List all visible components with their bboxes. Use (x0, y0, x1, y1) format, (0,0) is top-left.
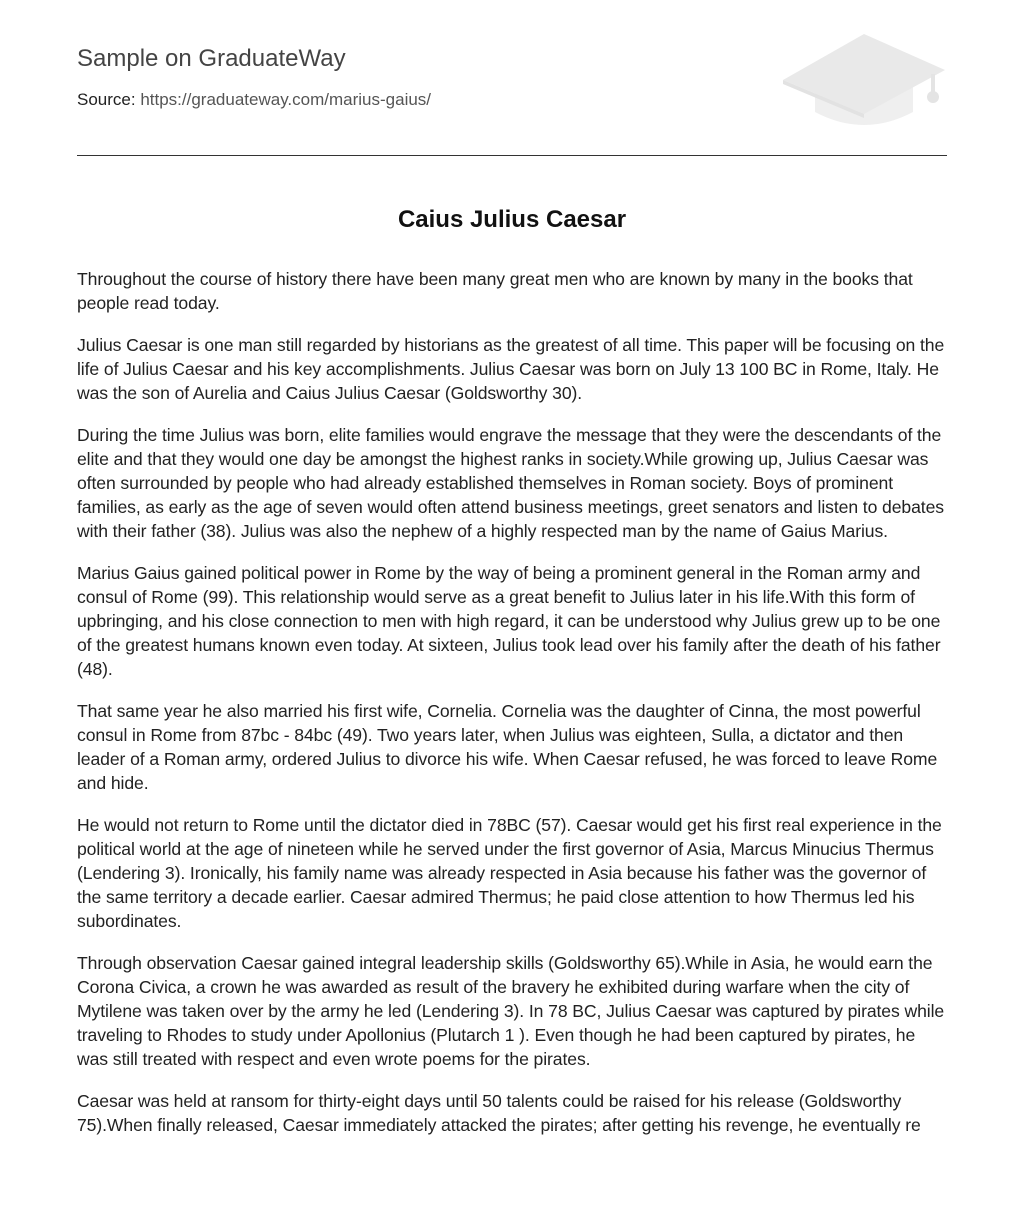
graduation-cap-icon (781, 30, 947, 134)
document-title: Caius Julius Caesar (397, 206, 627, 233)
paragraph: Marius Gaius gained political power in Rome by the way of being a prominent general in the Roman army and consul of Rome (99). This relationship would serve as a great benefit to Julius later in his life.With this form of upbringing, and his close connection to men with high regard, it can be understood why Julius grew up to be one of the greatest humans known even today. At sixteen, Julius took lead over his family after the death of his father (48). (77, 563, 941, 679)
paragraph: Caesar was held at ransom for thirty-eight days until 50 talents could be raised for his release (Goldsworthy 75).When finally released, Caesar immediately attacked the pirates; after getting his revenge, he eventually re (77, 1091, 921, 1135)
paragraph: That same year he also married his first wife, Cornelia. Cornelia was the daughter of Cinna, the most powerful consul in Rome from 87bc - 84bc (49). Two years later, when Julius was eighteen, Sulla, a dictator and then leader of a Roman army, ordered Julius to divorce his wife. When Caesar refused, he was forced to leave Rome and hide. (77, 701, 938, 793)
site-title: Sample on GraduateWay (77, 45, 346, 72)
source-label: Source: (77, 90, 136, 109)
paragraph: Julius Caesar is one man still regarded by historians as the greatest of all time. This paper will be focusing on the life of Julius Caesar and his key accomplishments. Julius Caesar was born on July 13 100 BC in Rome, Italy. He was the son of Aurelia and Caius Julius Caesar (Goldsworthy 30). (77, 335, 945, 403)
paragraph: Through observation Caesar gained integral leadership skills (Goldsworthy 65).While in Asia, he would earn the Corona Civica, a crown he was awarded as result of the bravery he exhibited during warfare when the city of Mytilene was taken over by the army he led (Lendering 3). In 78 BC, Julius Caesar was captured by pirates while traveling to Rhodes to study under Apollonius (Plutarch 1 ). Even though he had been captured by pirates, he was still treated with respect and even wrote poems for the pirates. (77, 953, 945, 1069)
header-divider (77, 155, 947, 156)
paragraph: Throughout the course of history there have been many great men who are known by many in the books that people read today. (77, 269, 913, 313)
page-header (77, 0, 947, 156)
article-body (77, 267, 949, 1162)
paragraph: He would not return to Rome until the dictator died in 78BC (57). Caesar would get his first real experience in the political world at the age of nineteen while he served under the first governor of Asia, Marcus Minucius Thermus (Lendering 3). Ironically, his family name was already respected in Asia because his father was the governor of the same territory a decade earlier. Caesar admired Thermus; he paid close attention to how Thermus led his subordinates. (77, 815, 942, 931)
paragraph: During the time Julius was born, elite families would engrave the message that they were the descendants of the elite and that they would one day be amongst the highest ranks in society.While growing up, Julius Caesar was often surrounded by people who had already established themselves in Roman society. Boys of prominent families, as early as the age of seven would often attend business meetings, greet senators and listen to debates with their father (38). Julius was also the nephew of a highly respected man by the name of Gaius Marius. (77, 425, 944, 541)
source-link[interactable]: https://graduateway.com/marius-gaius/ (140, 90, 432, 109)
source-line (77, 89, 431, 111)
